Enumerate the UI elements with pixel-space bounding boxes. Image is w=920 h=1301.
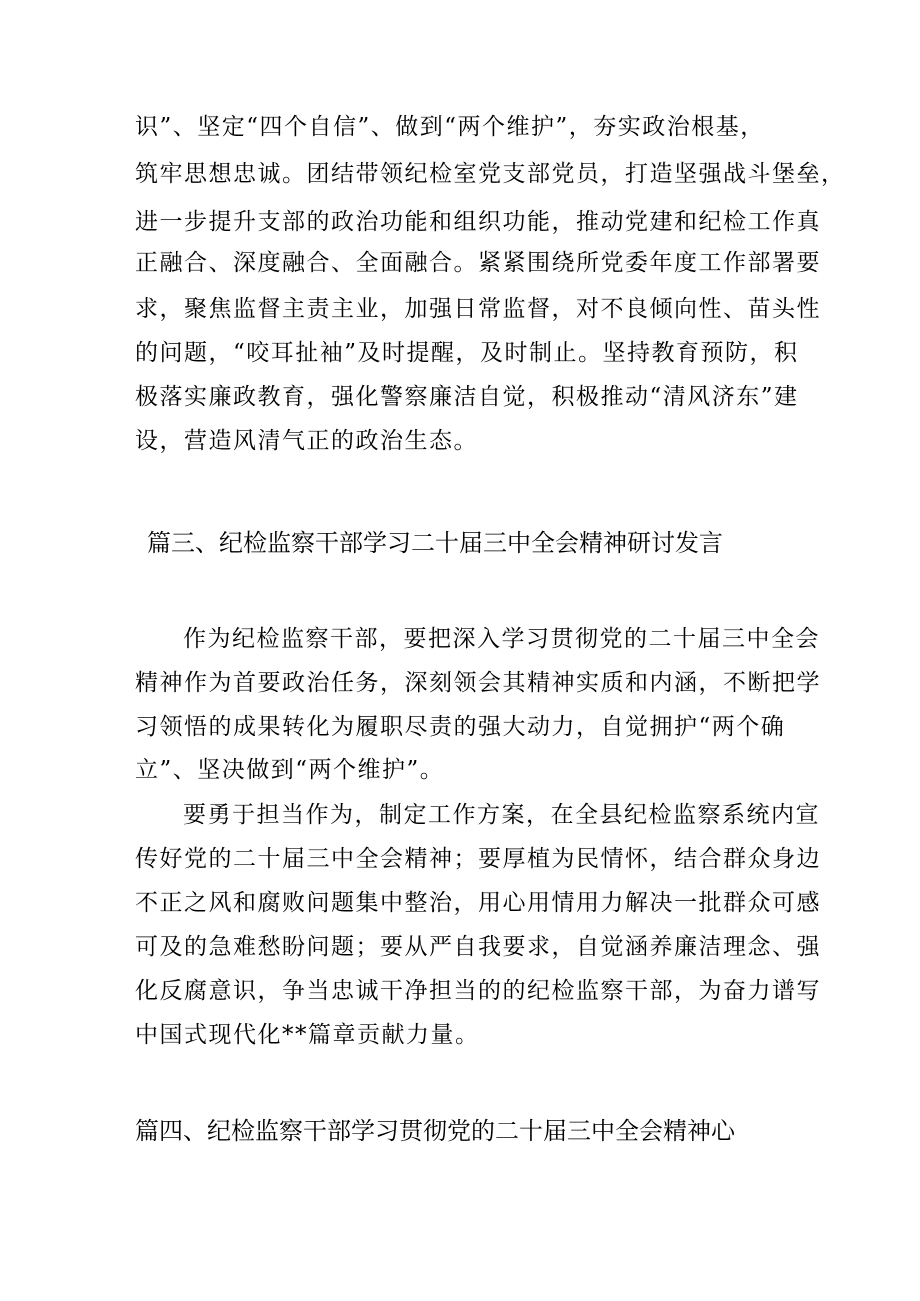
body-line: 不正之风和腐败问题集中整治，用心用情用力解决一批群众可感	[135, 890, 821, 916]
section-heading-three: 篇三、纪检监察干部学习二十届三中全会精神研讨发言	[147, 529, 723, 557]
body-line: 习领悟的成果转化为履职尽责的强大动力，自觉拥护“两个确	[135, 714, 786, 740]
body-line: 传好党的二十届三中全会精神；要厚植为民情怀，结合群众身边	[135, 846, 821, 872]
body-line: 精神作为首要政治任务，深刻领会其精神实质和内涵，不断把学	[135, 670, 821, 696]
body-line: 立”、坚决做到“两个维护”。	[135, 757, 445, 783]
body-line: 极落实廉政教育，强化警察廉洁自觉，积极推动“清风济东”建	[135, 384, 799, 410]
body-line: 进一步提升支部的政治功能和组织功能，推动党建和纪检工作真	[135, 209, 821, 235]
body-line: 要勇于担当作为，制定工作方案，在全县纪检监察系统内宣	[183, 802, 820, 828]
body-line: 作为纪检监察干部，要把深入学习贯彻党的二十届三中全会	[183, 626, 820, 652]
body-line: 求，聚焦监督主责主业，加强日常监督，对不良倾向性、苗头性	[135, 296, 821, 322]
body-line: 筑牢思想忠诚。团结带领纪检室党支部党员，打造坚强战斗堡垒，	[135, 161, 846, 187]
body-line: 可及的急难愁盼问题；要从严自我要求，自觉涵养廉洁理念、强	[135, 934, 821, 960]
body-line: 的问题，“咬耳扯袖”及时提醒，及时制止。坚持教育预防，积	[135, 340, 799, 366]
body-line: 化反腐意识，争当忠诚干净担当的的纪检监察干部，为奋力谱写	[135, 978, 821, 1004]
body-line: 中国式现代化**篇章贡献力量。	[135, 1022, 480, 1048]
section-heading-four: 篇四、纪检监察干部学习贯彻党的二十届三中全会精神心	[135, 1117, 735, 1145]
body-line: 识”、坚定“四个自信”、做到“两个维护”，夯实政治根基，	[135, 114, 765, 140]
body-line: 正融合、深度融合、全面融合。紧紧围绕所党委年度工作部署要	[135, 250, 821, 276]
body-line: 设，营造风清气正的政治生态。	[135, 428, 478, 454]
